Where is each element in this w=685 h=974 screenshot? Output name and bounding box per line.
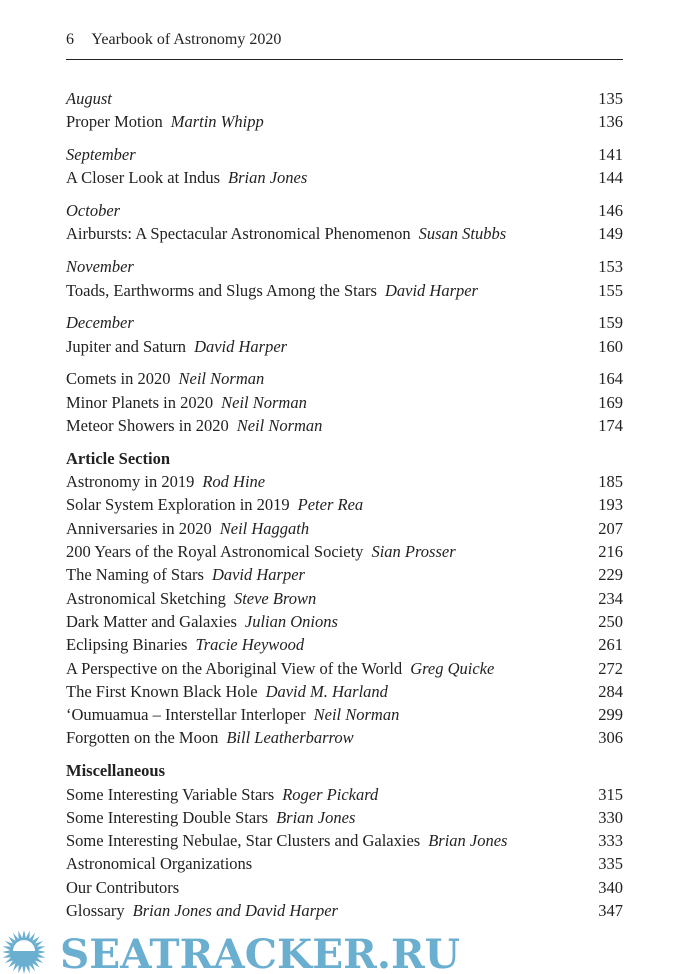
entry-title: August: [66, 89, 112, 108]
entry-title: Some Interesting Variable Stars: [66, 784, 275, 804]
page-number: 6: [66, 31, 74, 48]
entry-title: Dark Matter and Galaxies: [66, 611, 237, 631]
entry-author: Steve Brown: [233, 588, 317, 608]
entry-left: [66, 255, 134, 278]
entry-title: Airbursts: A Spectacular Astronomical Phenomenon: [66, 224, 411, 244]
toc-entry: [66, 657, 623, 680]
toc-entry: [66, 493, 623, 516]
entry-author: Greg Quicke: [410, 658, 495, 678]
entry-author: Neil Norman: [178, 369, 265, 389]
entry-author: Neil Haggath: [219, 518, 310, 538]
toc-entry: [66, 470, 623, 493]
entry-title: December: [66, 313, 134, 333]
entry-author: Sian Prosser: [371, 542, 456, 562]
toc-entry: [66, 587, 623, 610]
month-heading: [66, 255, 623, 278]
entry-author: Neil Norman: [313, 705, 400, 725]
entry-page-number: 153: [598, 257, 623, 277]
entry-page-number: 261: [598, 635, 623, 655]
entry-page-number: 146: [598, 201, 623, 221]
toc-entry: [66, 517, 623, 540]
entry-page-number: 306: [598, 728, 623, 748]
entry-page-number: 141: [598, 145, 623, 165]
toc-entry: [66, 703, 623, 726]
entry-title: Astronomical Organizations: [66, 854, 253, 874]
section-heading: [66, 759, 623, 782]
toc-entry: [66, 391, 623, 414]
entry-left: [66, 852, 252, 875]
running-header: [66, 31, 281, 49]
entry-page-number: 174: [598, 416, 623, 436]
entry-title: Some Interesting Double Stars: [66, 807, 269, 827]
toc-entry: [66, 414, 623, 437]
entry-author: Brian Jones: [276, 807, 356, 827]
entry-title: Astronomy in 2019: [66, 472, 195, 492]
entry-title: Solar System Exploration in 2019: [66, 495, 290, 515]
entry-page-number: 159: [598, 313, 623, 333]
toc-entry: [66, 222, 623, 245]
sun-icon: [2, 930, 46, 974]
entry-page-number: 234: [598, 588, 623, 608]
entry-page-number: 216: [598, 542, 623, 562]
section-heading: [66, 447, 623, 470]
entry-left: [66, 726, 354, 749]
entry-left: [66, 199, 120, 222]
entry-left: [66, 335, 287, 358]
entry-title: Miscellaneous: [66, 761, 165, 781]
entry-page-number: 185: [598, 472, 623, 492]
entry-author: Neil Norman: [236, 416, 323, 436]
entry-left: [66, 587, 316, 610]
toc-entry: [66, 876, 623, 899]
entry-title: Eclipsing Binaries: [66, 635, 188, 655]
entry-left: [66, 517, 309, 540]
entry-author: Martin Whipp: [170, 112, 264, 132]
entry-title: September: [66, 145, 136, 165]
entry-title: The Naming of Stars: [66, 565, 204, 585]
toc-entry: [66, 852, 623, 875]
entry-author: Neil Norman: [221, 392, 307, 412]
entry-left: [66, 899, 338, 922]
entry-left: [66, 783, 378, 806]
toc-entry: [66, 633, 623, 656]
entry-page-number: 335: [598, 854, 623, 874]
entry-author: Roger Pickard: [282, 784, 379, 804]
entry-author: Brian Jones: [228, 168, 308, 188]
toc-entry: [66, 610, 623, 633]
entry-page-number: 284: [598, 681, 623, 701]
entry-page-number: 135: [598, 89, 623, 108]
toc-entry: [66, 166, 623, 189]
entry-page-number: 333: [598, 831, 623, 851]
entry-page-number: 299: [598, 705, 623, 725]
entry-page-number: 207: [598, 518, 623, 538]
toc-entry: [66, 783, 623, 806]
entry-title: Anniversaries in 2020: [66, 518, 212, 538]
watermark: [0, 928, 685, 974]
entry-left: [66, 166, 307, 189]
toc-entry: [66, 110, 623, 133]
entry-left: [66, 633, 304, 656]
entry-title: Astronomical Sketching: [66, 588, 226, 608]
entry-author: Brian Jones: [428, 831, 508, 851]
month-heading: [66, 311, 623, 334]
entry-left: [66, 806, 355, 829]
header-rule: [66, 59, 623, 60]
entry-author: David Harper: [194, 336, 288, 356]
entry-page-number: 149: [598, 224, 623, 244]
entry-author: Brian Jones and David Harper: [132, 901, 338, 920]
entry-page-number: 340: [598, 877, 623, 897]
entry-title: Glossary: [66, 901, 125, 920]
entry-title: November: [66, 257, 134, 277]
entry-author: Julian Onions: [244, 611, 338, 631]
entry-author: Susan Stubbs: [418, 224, 507, 244]
entry-left: [66, 759, 165, 782]
entry-page-number: 169: [598, 392, 623, 412]
toc-entry: [66, 335, 623, 358]
entry-title: 200 Years of the Royal Astronomical Society: [66, 542, 364, 562]
entry-left: [66, 367, 264, 390]
entry-title: A Perspective on the Aboriginal View of the World: [66, 658, 403, 678]
month-heading: [66, 199, 623, 222]
toc-entry: [66, 279, 623, 302]
entry-author: Tracie Heywood: [195, 635, 305, 655]
entry-page-number: 136: [598, 112, 623, 132]
entry-author: David Harper: [384, 280, 478, 300]
entry-title: Meteor Showers in 2020: [66, 416, 229, 436]
toc-entry: [66, 367, 623, 390]
entry-title: Forgotten on the Moon: [66, 728, 219, 748]
month-heading: [66, 143, 623, 166]
entry-left: [66, 279, 478, 302]
entry-author: Rod Hine: [202, 472, 266, 492]
entry-left: [66, 222, 506, 245]
entry-title: A Closer Look at Indus: [66, 168, 220, 188]
entry-page-number: 155: [598, 280, 623, 300]
toc-entry: [66, 540, 623, 563]
watermark-text: SEATRACKER.RU: [60, 931, 460, 974]
entry-left: [66, 391, 307, 414]
entry-title: Comets in 2020: [66, 369, 171, 389]
entry-page-number: 250: [598, 611, 623, 631]
entry-title: Minor Planets in 2020: [66, 392, 214, 412]
toc-entry: [66, 806, 623, 829]
entry-title: Our Contributors: [66, 877, 180, 897]
entry-left: [66, 110, 264, 133]
entry-left: [66, 610, 338, 633]
entry-author: David M. Harland: [265, 681, 388, 701]
entry-author: David Harper: [211, 565, 305, 585]
entry-title: Proper Motion: [66, 112, 163, 132]
entry-left: [66, 680, 388, 703]
entry-left: [66, 143, 136, 166]
toc-entry: [66, 680, 623, 703]
toc-entry: [66, 726, 623, 749]
entry-page-number: 330: [598, 807, 623, 827]
toc-entry: [66, 899, 623, 922]
entry-left: [66, 311, 134, 334]
entry-page-number: 315: [598, 784, 623, 804]
entry-author: Peter Rea: [297, 495, 364, 515]
entry-page-number: 272: [598, 658, 623, 678]
entry-left: [66, 657, 494, 680]
entry-left: [66, 876, 179, 899]
entry-page-number: 229: [598, 565, 623, 585]
entry-title: Toads, Earthworms and Slugs Among the Stars: [66, 280, 377, 300]
table-of-contents: [66, 87, 623, 922]
entry-title: Jupiter and Saturn: [66, 336, 187, 356]
entry-page-number: 164: [598, 369, 623, 389]
entry-page-number: 160: [598, 336, 623, 356]
entry-left: [66, 493, 363, 516]
entry-page-number: 193: [598, 495, 623, 515]
entry-left: [66, 470, 265, 493]
toc-entry: [66, 563, 623, 586]
toc-entry: [66, 829, 623, 852]
entry-page-number: 144: [598, 168, 623, 188]
entry-left: [66, 87, 112, 110]
entry-title: The First Known Black Hole: [66, 681, 258, 701]
entry-left: [66, 563, 305, 586]
entry-title: October: [66, 201, 121, 221]
entry-page-number: 347: [598, 901, 623, 920]
entry-left: [66, 447, 170, 470]
book-title: Yearbook of Astronomy 2020: [91, 31, 282, 48]
entry-author: Bill Leatherbarrow: [226, 728, 354, 748]
entry-title: Article Section: [66, 448, 171, 468]
entry-left: [66, 540, 456, 563]
entry-left: [66, 703, 399, 726]
month-heading: [66, 87, 623, 110]
entry-left: [66, 829, 507, 852]
entry-title: Some Interesting Nebulae, Star Clusters and Galaxies: [66, 831, 421, 851]
entry-title: ‘Oumuamua – Interstellar Interloper: [66, 705, 306, 725]
entry-left: [66, 414, 322, 437]
